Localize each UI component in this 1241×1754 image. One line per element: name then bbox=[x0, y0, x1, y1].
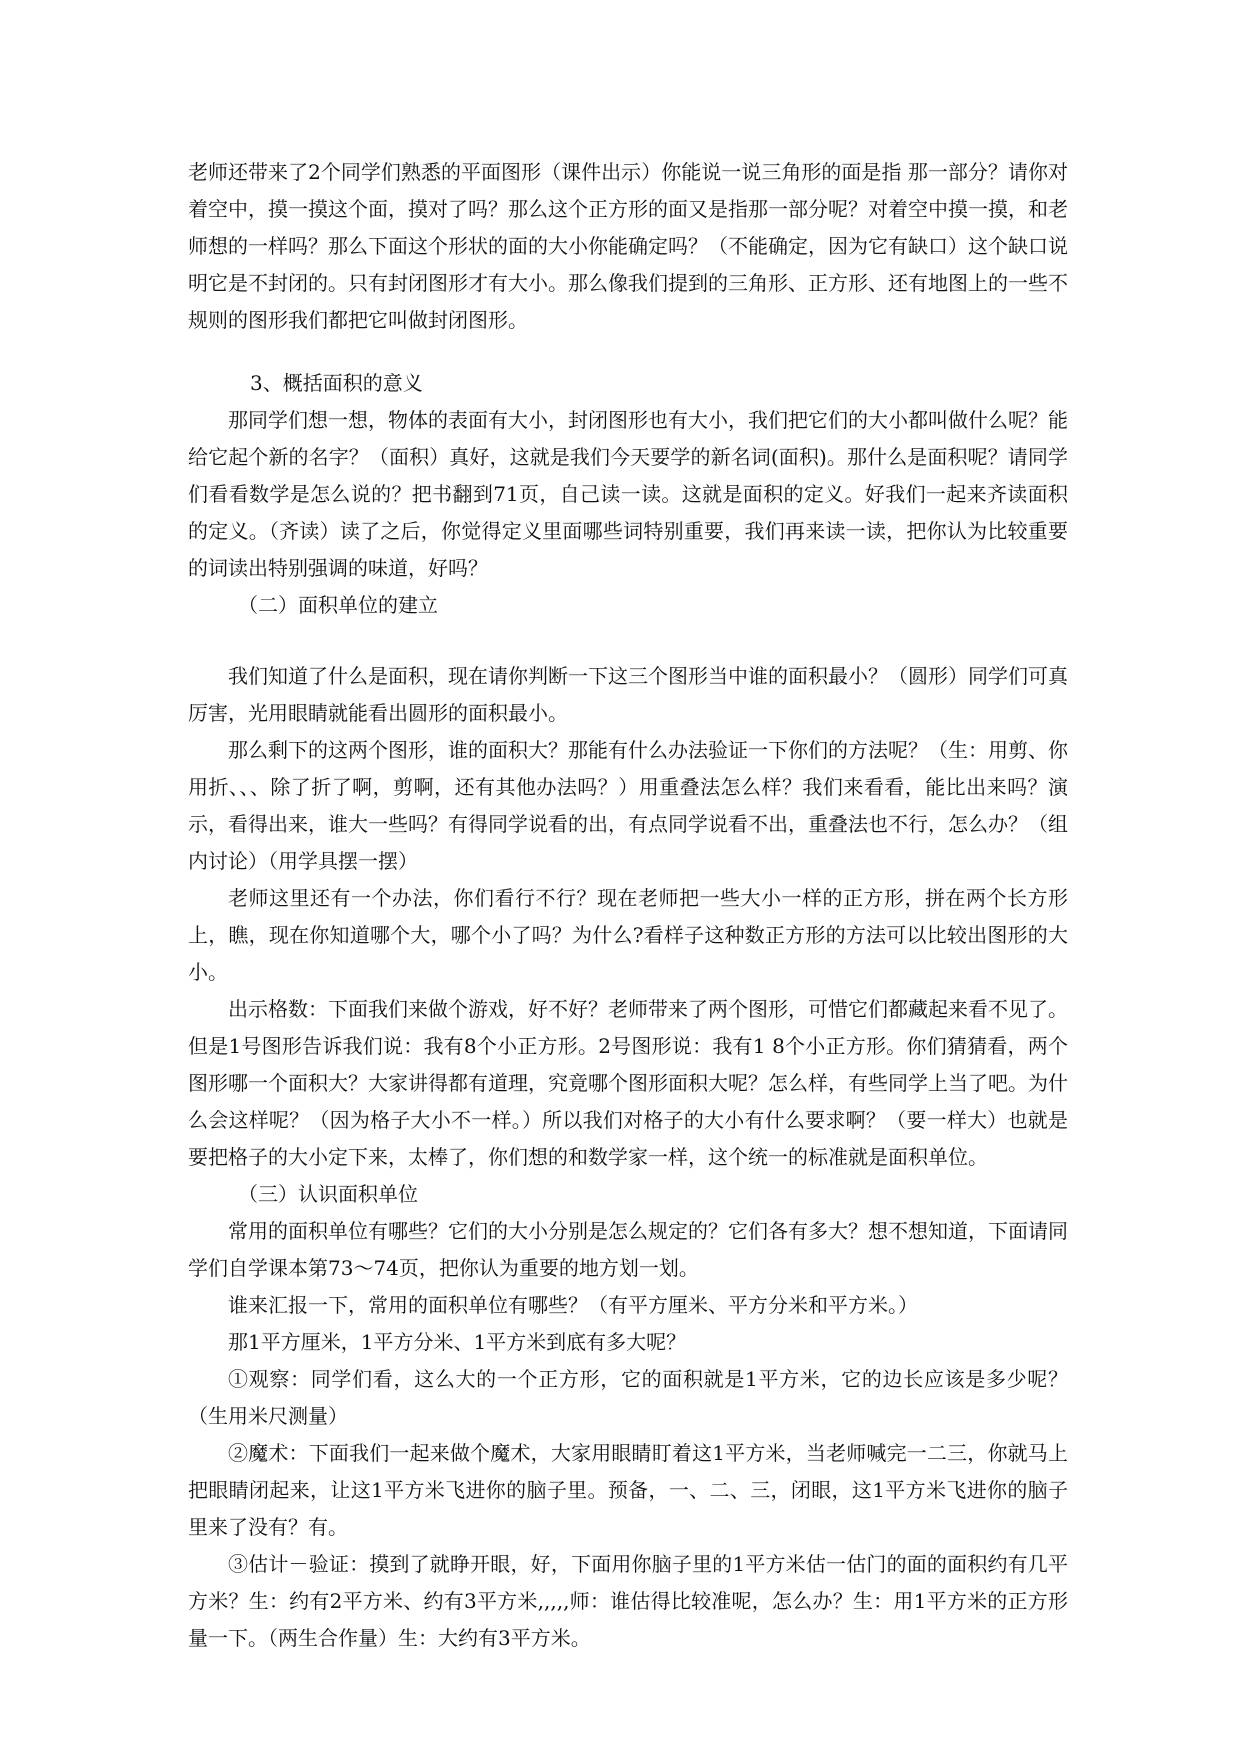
document-page bbox=[188, 154, 1068, 1657]
paragraph-smallest-area: 我们知道了什么是面积，现在请你判断一下这三个图形当中谁的面积最小？（圆形）同学们可真厉害，光用眼睛就能看出圆形的面积最小。 bbox=[188, 664, 1068, 725]
paragraph-magic: ②魔术：下面我们一起来做个魔术，大家用眼睛盯着这1平方米，当老师喊完一二三，你就马上把眼睛闭起来，让这1平方米飞进你的脑子里。预备，一、二、三，闭眼，这1平方米飞进你的脑子里来了没有？有。 bbox=[188, 1441, 1068, 1539]
paragraph-area-definition: 那同学们想一想，物体的表面有大小，封闭图形也有大小，我们把它们的大小都叫做什么呢？能给它起个新的名字？（面积）真好，这就是我们今天要学的新名词(面积)。那什么是面积呢？请同学们看看数学是怎么说的？把书翻到71页，自己读一读。这就是面积的定义。好我们一起来齐读面积的定义。（齐读）读了之后，你觉得定义里面哪些词特别重要，我们再来读一读，把你认为比较重要的词读出特别强调的味道，好吗？ bbox=[188, 408, 1068, 580]
paragraph-observe: ①观察：同学们看，这么大的一个正方形，它的面积就是1平方米，它的边长应该是多少呢？（生用米尺测量） bbox=[188, 1367, 1068, 1428]
paragraph-report: 谁来汇报一下，常用的面积单位有哪些？（有平方厘米、平方分米和平方米。） bbox=[228, 1293, 918, 1317]
paragraph-plane-figures: 老师还带来了2个同学们熟悉的平面图形（课件出示）你能说一说三角形的面是指 那一部分？请你对着空中，摸一摸这个面，摸对了吗？那么这个正方形的面又是指那一部分呢？对着空中摸一摸，和老师想的一样吗？那么下面这个形状的面的大小你能确定吗？（不能确定，因为它有缺口）这个缺口说明它是不封闭的。只有封闭图形才有大小。那么像我们提到的三角形、正方形、还有地图上的一些不规则的图形我们都把它叫做封闭图形。 bbox=[188, 160, 1068, 332]
section-heading-know-units: （三）认识面积单位 bbox=[238, 1182, 418, 1206]
paragraph-estimate-verify: ③估计－验证：摸到了就睁开眼，好，下面用你脑子里的1平方米估一估门的面的面积约有几平方米？生：约有2平方米、约有3平方米,,,,,师：谁估得比较准呢，怎么办？生：用1平方米的正方形量一下。（两生合作量）生：大约有3平方米。 bbox=[188, 1552, 1068, 1650]
paragraph-count-squares: 老师这里还有一个办法，你们看行不行？现在老师把一些大小一样的正方形，拼在两个长方形上，瞧，现在你知道哪个大，哪个小了吗？为什么?看样子这种数正方形的方法可以比较出图形的大小。 bbox=[188, 886, 1068, 984]
paragraph-overlap-method: 那么剩下的这两个图形，谁的面积大？那能有什么办法验证一下你们的方法呢？（生：用剪、你用折、、、除了折了啊，剪啊，还有其他办法吗？）用重叠法怎么样？我们来看看，能比出来吗？演示，看得出来，谁大一些吗？有得同学说看的出，有点同学说看不出，重叠法也不行，怎么办？（组内讨论）（用学具摆一摆） bbox=[188, 738, 1068, 873]
section-heading-meaning-of-area: 3、概括面积的意义 bbox=[250, 371, 423, 395]
paragraph-grid-game: 出示格数：下面我们来做个游戏，好不好？老师带来了两个图形，可惜它们都藏起来看不见了。但是1号图形告诉我们说：我有8个小正方形。2号图形说：我有1 8个小正方形。你们猜猜看，两个图形哪一个面积大？大家讲得都有道理，究竟哪个图形面积大呢？怎么样，有些同学上当了吧。为什么会这样呢？（因为格子大小不一样。）所以我们对格子的大小有什么要求啊？（要一样大）也就是要把格子的大小定下来，太棒了，你们想的和数学家一样，这个统一的标准就是面积单位。 bbox=[188, 997, 1068, 1169]
paragraph-how-big: 那1平方厘米，1平方分米、1平方米到底有多大呢？ bbox=[228, 1330, 687, 1354]
paragraph-self-study: 常用的面积单位有哪些？它们的大小分别是怎么规定的？它们各有多大？想不想知道，下面请同学们自学课本第73～74页，把你认为重要的地方划一划。 bbox=[188, 1219, 1068, 1280]
section-heading-area-units: （二）面积单位的建立 bbox=[238, 593, 438, 617]
